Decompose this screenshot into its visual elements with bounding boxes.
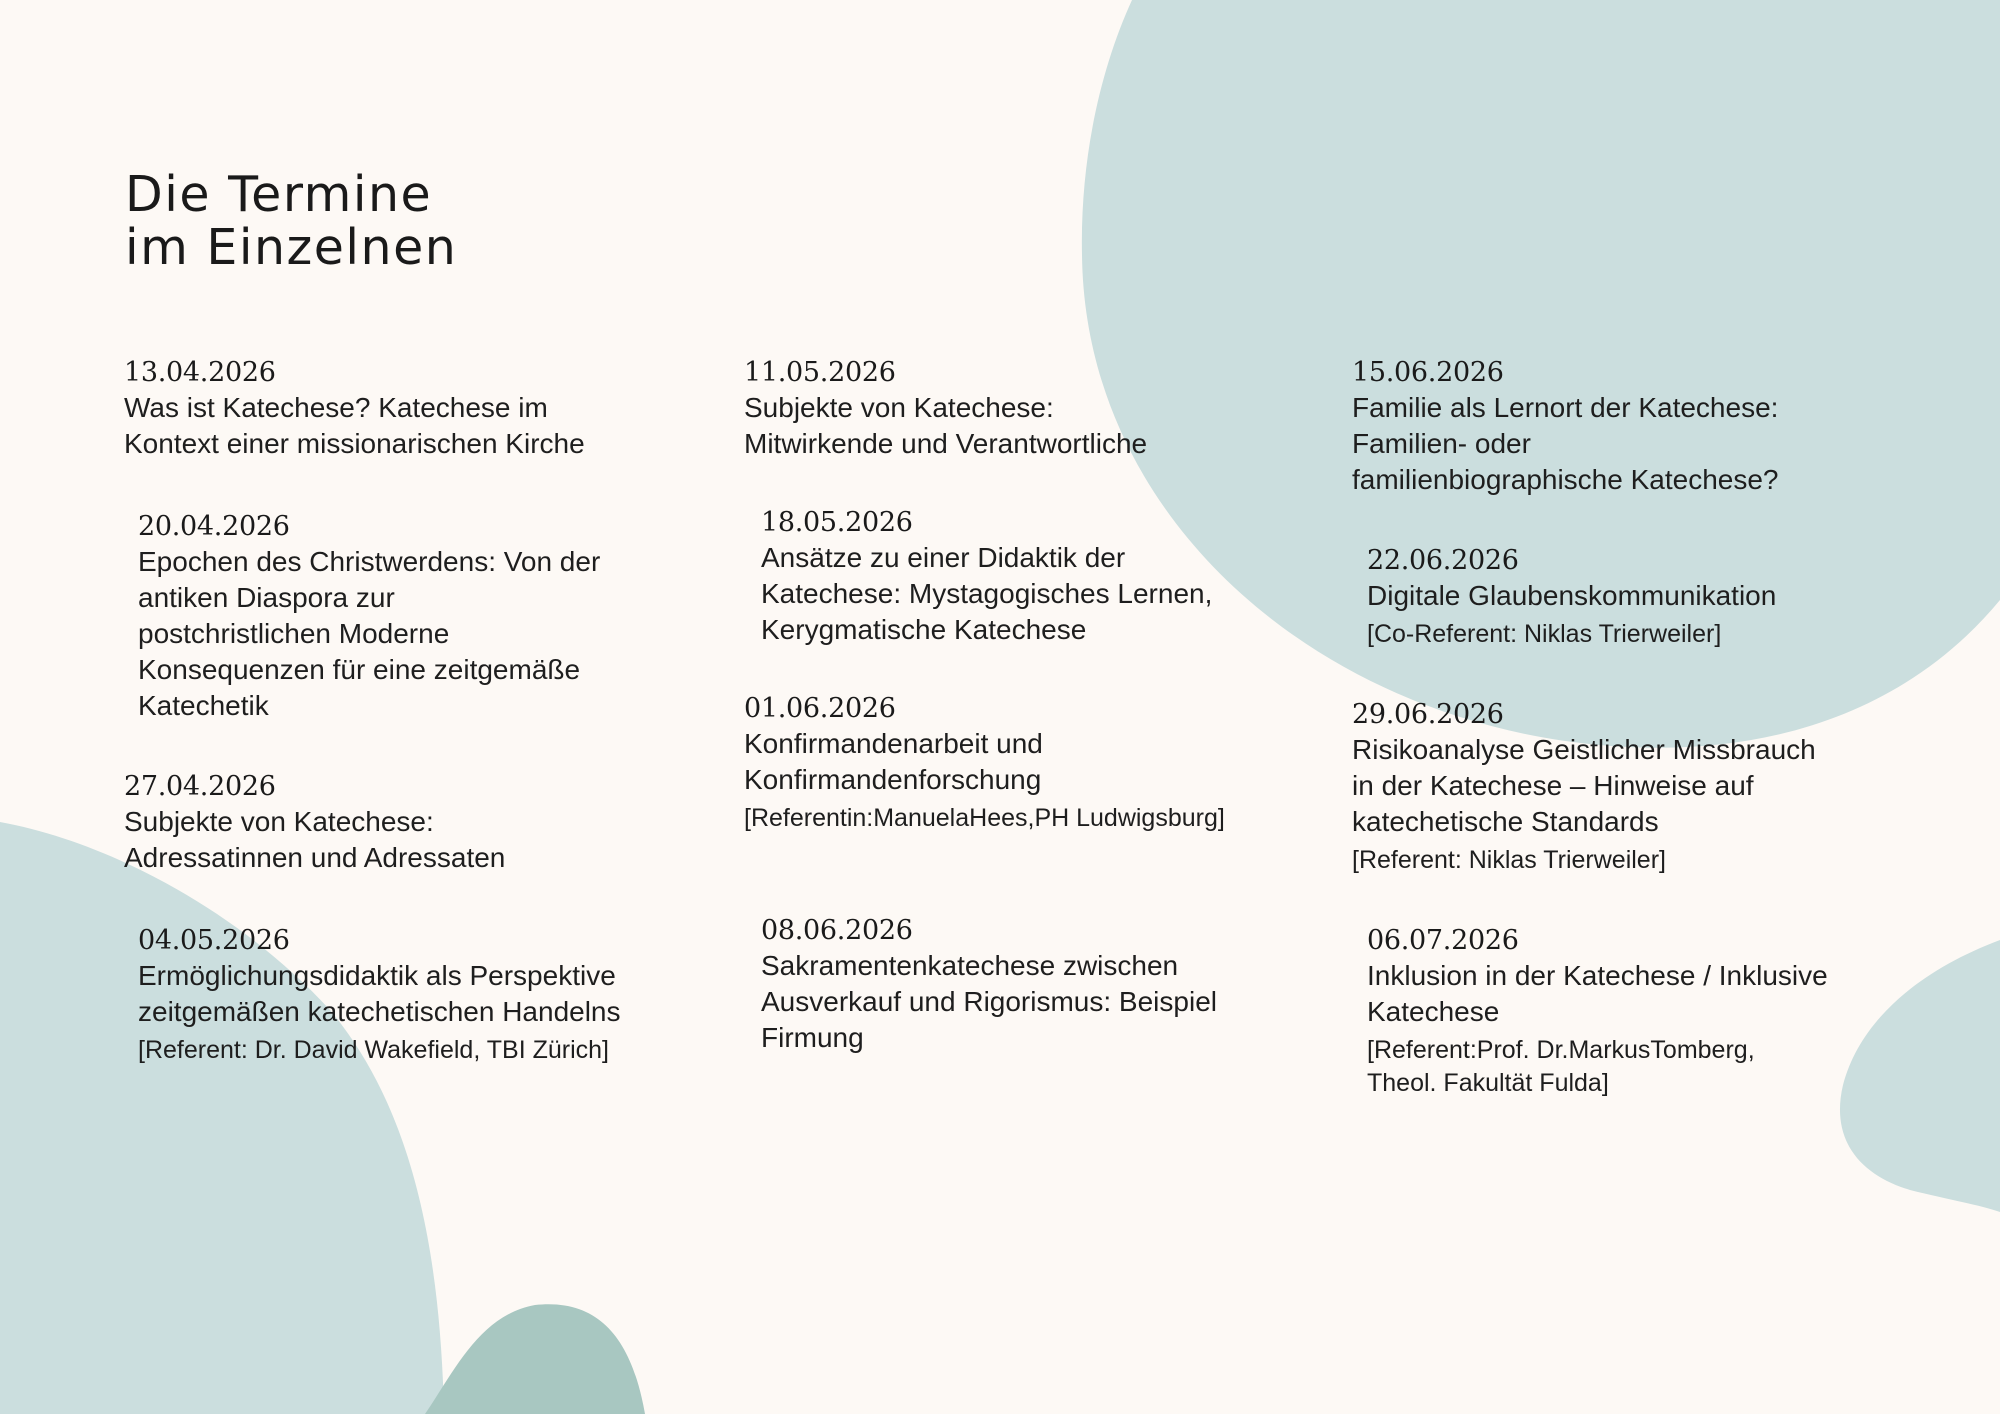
entry-topic-line: Katechetik (138, 690, 269, 721)
schedule-entry-12 (1367, 924, 1828, 1100)
entry-speaker-note (744, 802, 1225, 835)
entry-date: 01.06.2026 (744, 693, 896, 724)
entry-date: 20.04.2026 (138, 511, 290, 542)
entry-speaker-note-line: [Co-Referent: Niklas Trierweiler] (1367, 620, 1722, 648)
entry-topic-line: Familien- oder (1352, 428, 1531, 459)
entry-topic (1352, 732, 1816, 840)
entry-topic-line: antiken Diaspora zur (138, 582, 395, 613)
entry-speaker-note (1367, 1034, 1828, 1100)
schedule-entry-4 (138, 924, 621, 1067)
entry-speaker-note-line: [Referent: Niklas Trierweiler] (1352, 846, 1666, 874)
entry-topic (1367, 578, 1776, 614)
entry-topic-line: Konsequenzen für eine zeitgemäße (138, 654, 581, 685)
entry-date: 29.06.2026 (1352, 699, 1504, 730)
entry-speaker-note-line: [Referent:Prof. Dr.MarkusTomberg, (1367, 1036, 1755, 1064)
entry-speaker-note-line: [Referent: Dr. David Wakefield, TBI Zürich] (138, 1036, 609, 1064)
entry-date: 08.06.2026 (761, 915, 913, 946)
entry-topic-line: Subjekte von Katechese: (744, 392, 1054, 423)
entry-topic-line: Kontext einer missionarischen Kirche (124, 428, 585, 459)
entry-topic-line: Kerygmatische Katechese (761, 614, 1087, 645)
entry-date: 18.05.2026 (761, 507, 913, 538)
schedule-entry-9 (1352, 356, 1779, 498)
entry-date: 04.05.2026 (138, 925, 290, 956)
entry-speaker-note (1352, 844, 1816, 877)
entry-speaker-note-line: [Referentin:ManuelaHees,PH Ludwigsburg] (744, 804, 1225, 832)
entry-date: 11.05.2026 (744, 357, 896, 388)
entry-topic-line: Ausverkauf und Rigorismus: Beispiel (761, 986, 1217, 1017)
entry-topic-line: Firmung (761, 1022, 864, 1053)
entry-topic (1367, 958, 1828, 1030)
schedule-entry-1 (124, 356, 585, 462)
page-title-line-1: Die Termine (125, 166, 433, 223)
schedule-entry-3 (124, 770, 505, 876)
entry-topic (744, 390, 1147, 462)
schedule-entry-6 (761, 506, 1212, 648)
schedule-entry-8 (761, 914, 1217, 1056)
schedule-entry-11 (1352, 698, 1816, 877)
schedule-entry-10 (1367, 544, 1776, 651)
entry-topic-line: Familie als Lernort der Katechese: (1352, 392, 1779, 423)
entry-topic (761, 540, 1212, 648)
entry-topic-line: Ermöglichungsdidaktik als Perspektive (138, 960, 616, 991)
entry-topic (138, 958, 621, 1030)
entry-speaker-note (1367, 618, 1776, 651)
entry-speaker-note-line: Theol. Fakultät Fulda] (1367, 1069, 1609, 1097)
entry-topic (124, 390, 585, 462)
schedule-entry-2 (138, 510, 600, 724)
entry-topic (138, 544, 600, 724)
schedule-entry-5 (744, 356, 1147, 462)
entry-date: 13.04.2026 (124, 357, 276, 388)
page-title (125, 168, 457, 274)
entry-topic-line: Katechese: Mystagogisches Lernen, (761, 578, 1213, 609)
blob-bottom-left (0, 822, 444, 1414)
schedule-entry-7 (744, 692, 1225, 835)
entry-topic-line: in der Katechese – Hinweise auf (1352, 770, 1754, 801)
entry-topic-line: Sakramentenkatechese zwischen (761, 950, 1179, 981)
entry-topic (744, 726, 1225, 798)
entry-topic-line: Inklusion in der Katechese / Inklusive (1367, 960, 1828, 991)
entry-topic-line: Konfirmandenforschung (744, 764, 1042, 795)
entry-topic-line: Digitale Glaubenskommunikation (1367, 580, 1777, 611)
entry-topic (124, 804, 505, 876)
entry-topic (761, 948, 1217, 1056)
entry-topic-line: Was ist Katechese? Katechese im (124, 392, 548, 423)
entry-topic-line: Katechese (1367, 996, 1500, 1027)
entry-topic-line: Ansätze zu einer Didaktik der (761, 542, 1126, 573)
entry-topic-line: zeitgemäßen katechetischen Handelns (138, 996, 621, 1027)
entry-topic-line: familienbiographische Katechese? (1352, 464, 1779, 495)
blob-bottom-middle (425, 1304, 645, 1414)
entry-topic-line: Risikoanalyse Geistlicher Missbrauch (1352, 734, 1816, 765)
page-title-line-2: im Einzelnen (125, 219, 458, 276)
entry-date: 06.07.2026 (1367, 925, 1519, 956)
entry-topic-line: Konfirmandenarbeit und (744, 728, 1043, 759)
entry-date: 27.04.2026 (124, 771, 276, 802)
entry-topic (1352, 390, 1779, 498)
entry-topic-line: postchristlichen Moderne (138, 618, 450, 649)
blob-right-edge (1840, 940, 2000, 1212)
entry-date: 22.06.2026 (1367, 545, 1519, 576)
entry-topic-line: Adressatinnen und Adressaten (124, 842, 506, 873)
entry-topic-line: Subjekte von Katechese: (124, 806, 434, 837)
entry-topic-line: katechetische Standards (1352, 806, 1659, 837)
entry-speaker-note (138, 1034, 621, 1067)
entry-topic-line: Epochen des Christwerdens: Von der (138, 546, 601, 577)
entry-date: 15.06.2026 (1352, 357, 1504, 388)
entry-topic-line: Mitwirkende und Verantwortliche (744, 428, 1148, 459)
